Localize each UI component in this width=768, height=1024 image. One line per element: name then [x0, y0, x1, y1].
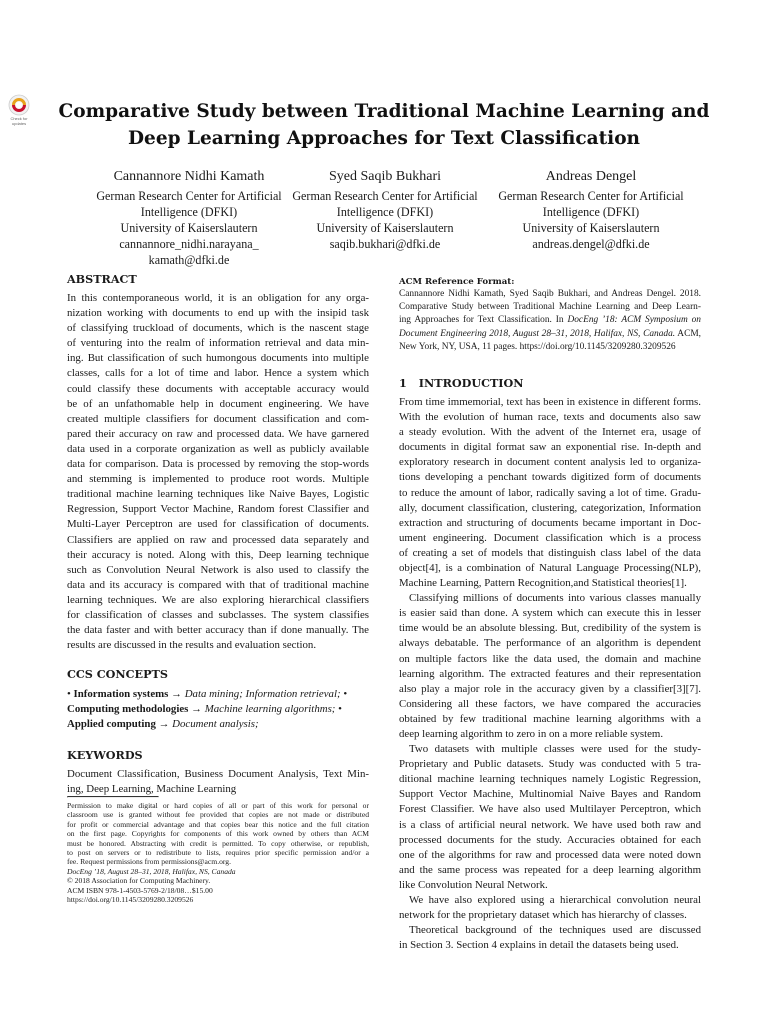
intro-line: on multiple factors like the data used, the domain and machine — [399, 652, 701, 665]
abstract-line: the data faster and with better accuracy than if done manually. The — [67, 624, 369, 637]
author-affiliation-line: German Research Center for Artificial — [292, 189, 478, 203]
ccs-bullet: • — [338, 703, 342, 716]
permission-line: to post on servers or to redistribute to lists, requires prior specific permission and/or a — [67, 847, 369, 857]
intro-line: also play a major role in the accuracy given by a classifier[3][7]. — [399, 682, 701, 695]
intro-line: obtained by few traditional machine learning algorithms with a — [399, 712, 701, 725]
intro-line: ument engineering. Document classification which is a process — [399, 531, 701, 544]
permission-line: classroom use is granted without fee provided that copies are not made or distributed — [67, 810, 369, 820]
author-affiliation-line: German Research Center for Artificial — [96, 189, 282, 203]
abstract-line: classes, calls for a lot of time and labor. Hence a system which — [67, 367, 369, 380]
keywords-line: ing, Deep Learning, Machine Learning — [67, 782, 237, 795]
abstract-line: their accuracy is noted. Along with this, Deep learning technique — [67, 548, 369, 561]
ccs-bullet: • — [343, 688, 348, 701]
right-column — [399, 276, 701, 953]
author-block-2 — [280, 168, 490, 252]
intro-line: We have also explored using a hierarchical convolution neural — [409, 894, 701, 907]
ccs-line — [67, 702, 369, 717]
badge-label-line: Check for — [10, 116, 28, 121]
abstract-line: created multiple classifiers for document classification and com- — [67, 412, 369, 425]
permission-line: on the first page. Copyrights for components of this work owned by others than ACM — [67, 829, 369, 839]
intro-line: Theoretical background of the techniques used are discussed — [409, 924, 701, 937]
intro-line: ditional machine learning techniques namely Logistic Regression, — [399, 773, 701, 786]
ccs-body — [67, 687, 369, 732]
keywords-heading: KEYWORDS — [67, 747, 143, 762]
isbn-line: ACM ISBN 978-1-4503-5769-2/18/08…$15.00 — [67, 885, 213, 895]
acm-reference-text: ACM, — [675, 328, 701, 339]
intro-line: From time immemorial, text has been in existence in different forms. — [399, 395, 701, 408]
abstract-line: of venturing into the realm of information retrieval and data min- — [67, 337, 369, 350]
author-affiliation-line: Intelligence (DFKI) — [336, 205, 434, 219]
abstract-line: Multi-Layer Perceptron are used for classification of documents. — [67, 518, 369, 531]
ccs-line — [67, 687, 369, 702]
author-email-line: andreas.dengel@dfki.de — [532, 237, 650, 251]
abstract-line: Classifiers are applied on raw and processed data separately and — [67, 533, 369, 546]
author-name: Andreas Dengel — [545, 169, 637, 184]
badge-label-line: updates — [11, 120, 27, 126]
abstract-line: such as Convolution Neural Network is also used to classify the — [67, 563, 369, 576]
intro-line: Machine Learning, Pattern Recognition,and Statistical theories[1]. — [399, 577, 687, 590]
intro-line: Forest Classifier. We have also used Multilayer Perceptron, which — [399, 803, 701, 816]
abstract-line: In this contemporaneous world, it is an obligation for any orga- — [67, 292, 369, 304]
introduction-body — [399, 395, 701, 953]
acm-reference-doi[interactable]: New York, NY, USA, 11 pages. https://doi.org/10.1145/3209280.3209526 — [399, 341, 676, 352]
author-affiliation-line: Intelligence (DFKI) — [542, 205, 640, 219]
author-block-3 — [486, 168, 696, 252]
abstract-line: could classify these documents with acceptable accuracy would — [67, 382, 369, 395]
intro-line: like Convolution Neural Network. — [399, 878, 548, 891]
intro-line: is easier said than done. A system which can execute this in lesser — [399, 607, 701, 620]
intro-line: ally, document classification, clustering, categorization, Information — [399, 501, 701, 514]
intro-line: deep learning algorithm to zero in on a more reliable system. — [399, 728, 664, 740]
author-block-1 — [84, 168, 294, 268]
intro-line: Classifying millions of documents into various classes manually — [409, 592, 701, 605]
intro-line: time would be an absolute blessing. But, credibility of the system is — [399, 622, 701, 635]
permission-line: must be honored. Abstracting with credit is permitted. To copy otherwise, or republish, — [67, 838, 369, 848]
abstract-line: pared their accuracy on raw and processed data. We have garnered — [67, 427, 369, 440]
abstract-line: data used in a corporate organization as well as publicly available — [67, 442, 369, 455]
acm-reference-line — [399, 314, 701, 327]
doi-link[interactable]: https://doi.org/10.1145/3209280.3209526 — [67, 894, 194, 904]
ccs-concept: Applied computing — [67, 718, 156, 731]
permission-text — [67, 801, 369, 904]
intro-line: exploratory research in document content analysis led to organiza- — [399, 456, 701, 469]
author-email-line: kamath@dfki.de — [148, 253, 230, 267]
permission-block — [67, 796, 369, 904]
author-name: Cannannore Nidhi Kamath — [113, 169, 265, 184]
ccs-bullet: • — [67, 688, 71, 701]
acm-reference-line: Comparative Study between Traditional Machine Learning and Deep Learn- — [399, 302, 701, 313]
author-affiliation-line: Intelligence (DFKI) — [140, 205, 238, 219]
keywords-line: Document Classification, Business Document Analysis, Text Min- — [67, 767, 369, 780]
intro-line: learning algorithm. The extracted features and their representation — [399, 667, 701, 680]
author-affiliation-line: German Research Center for Artificial — [498, 189, 684, 203]
acm-reference-venue: DocEng ’18: ACM Symposium on — [567, 315, 701, 326]
acm-reference-line — [399, 328, 701, 341]
permission-line: Permission to make digital or hard copies of all or part of this work for personal or — [67, 801, 369, 810]
permission-line: fee. Request permissions from permissions@acm.org. — [67, 857, 231, 867]
abstract-line: Regression, Support Vector Machine, Random forest Classifier and — [67, 503, 369, 516]
intro-line: a steady evolution. With the advent of the Internet era, usage of — [399, 426, 701, 439]
intro-line: Considering all these factors, we have compared the accuracies — [399, 697, 701, 710]
author-email-line: cannannore_nidhi.narayana_ — [119, 237, 259, 251]
abstract-line: learning techniques. We are also exploring hierarchical classifiers — [67, 593, 369, 606]
abstract-line: results are discussed in the results and evaluation section. — [67, 639, 317, 652]
ccs-line — [67, 717, 369, 732]
ccs-subconcept: Document analysis; — [172, 718, 259, 731]
intro-line: extraction and structuring of documents became important in Doc- — [399, 516, 701, 529]
intro-line: With the evolution of human race, texts and documents also saw — [399, 411, 701, 424]
conference-line: DocEng ’18, August 28–31, 2018, Halifax, NS, Canada — [67, 866, 236, 876]
section-title: INTRODUCTION — [418, 375, 524, 390]
intro-line: object[4], is a combination of Natural Language Processing(NLP), — [399, 561, 701, 574]
intro-line: is a class of artificial neural network. We have used both raw and — [399, 818, 701, 831]
abstract-line: and stemming is implemented to produce root words. Multiple — [67, 473, 369, 486]
permission-line: for profit or commercial advantage and that copies bear this notice and the full citation — [67, 819, 369, 829]
introduction-heading — [399, 376, 701, 391]
author-affiliation-line: University of Kaiserslautern — [120, 221, 258, 235]
abstract-line: data for comparison. Data is processed by removing the stop-words — [67, 458, 369, 471]
intro-line: to reduce the amount of labor, radically saving a lot of time. Gradu- — [399, 486, 701, 499]
intro-line: one of the algorithms for raw and processed data were noted down — [399, 848, 701, 861]
acm-reference-body — [399, 288, 701, 354]
abstract-line: data and its accuracy is compared with that of traditional machine — [67, 578, 369, 591]
intro-line: in Section 3. Section 4 explains in detail the datasets being used. — [399, 939, 679, 952]
intro-line: always debatable. The performance of an algorithm is dependent — [399, 637, 701, 650]
abstract-body — [67, 291, 369, 653]
footnote-rule — [67, 796, 159, 798]
abstract-line: be of an unfathomable help in document engineering. We have — [67, 397, 369, 410]
author-affiliation-line: University of Kaiserslautern — [522, 221, 660, 235]
title-line: Deep Learning Approaches for Text Classification — [128, 128, 640, 149]
abstract-line: traditional machine learning techniques like Naive Bayes, Logistic — [67, 488, 369, 501]
abstract-heading: ABSTRACT — [67, 272, 137, 286]
title-line: Comparative Study between Traditional Machine Learning and — [58, 101, 710, 122]
paper-title — [0, 98, 768, 152]
ccs-subconcept: Data mining; Information retrieval; — [184, 688, 341, 701]
intro-line: processed documents for the study. Accuracies obtained for each — [399, 833, 701, 846]
acm-reference-venue: Document Engineering 2018, August 28–31, 2018, Halifax, NS, Canada. — [399, 328, 676, 339]
abstract-line: of classifying truckload of documents, which is the nascent stage — [67, 322, 369, 335]
acm-reference-heading: ACM Reference Format: — [399, 277, 515, 287]
left-column — [67, 272, 369, 797]
ccs-subconcept: Machine learning algorithms; — [204, 703, 336, 716]
intro-line: tions developing a penchant towards digitized form of documents — [399, 471, 701, 484]
ccs-arrow: → — [171, 688, 182, 701]
intro-line: and the same process was repeated for a deep learning algorithm — [399, 863, 701, 876]
ccs-heading: CCS CONCEPTS — [67, 667, 168, 682]
section-number: 1 — [399, 375, 407, 390]
author-email-line: saqib.bukhari@dfki.de — [329, 237, 441, 251]
intro-line: Proprietary and Public datasets. Study was conducted with 5 tra- — [399, 758, 701, 771]
intro-line: Support Vector Machine, Multinomial Naive Bayes and Random — [399, 788, 701, 801]
ccs-concept: Information systems — [73, 688, 169, 701]
intro-line: of creating a set of models that distinguish class label of the data — [399, 546, 701, 559]
intro-line: documents in digital format saw an exponential rise. In-depth and — [399, 441, 701, 454]
intro-line: Two datasets with multiple classes were used for the study- — [409, 743, 701, 756]
acm-reference-line: Cannannore Nidhi Kamath, Syed Saqib Bukhari, and Andreas Dengel. 2018. — [399, 289, 701, 299]
ccs-arrow: → — [191, 703, 202, 716]
abstract-line: for classification of classes and subclasses. The system classifies — [67, 608, 369, 621]
abstract-line: nization working with documents to end up with the insipid task — [67, 307, 369, 320]
intro-line: network for the proprietary dataset which has hierarchy of classes. — [399, 909, 687, 922]
author-name: Syed Saqib Bukhari — [329, 169, 441, 184]
author-affiliation-line: University of Kaiserslautern — [316, 221, 454, 235]
abstract-line: ing. But classification of such humongous documents into multiple — [67, 352, 369, 365]
ccs-arrow: → — [158, 718, 170, 731]
keywords-body — [67, 767, 369, 797]
copyright-line: © 2018 Association for Computing Machinery. — [67, 876, 211, 886]
acm-reference-text: ing Approaches for Text Classification. In — [399, 315, 568, 326]
ccs-concept: Computing methodologies — [67, 703, 189, 716]
